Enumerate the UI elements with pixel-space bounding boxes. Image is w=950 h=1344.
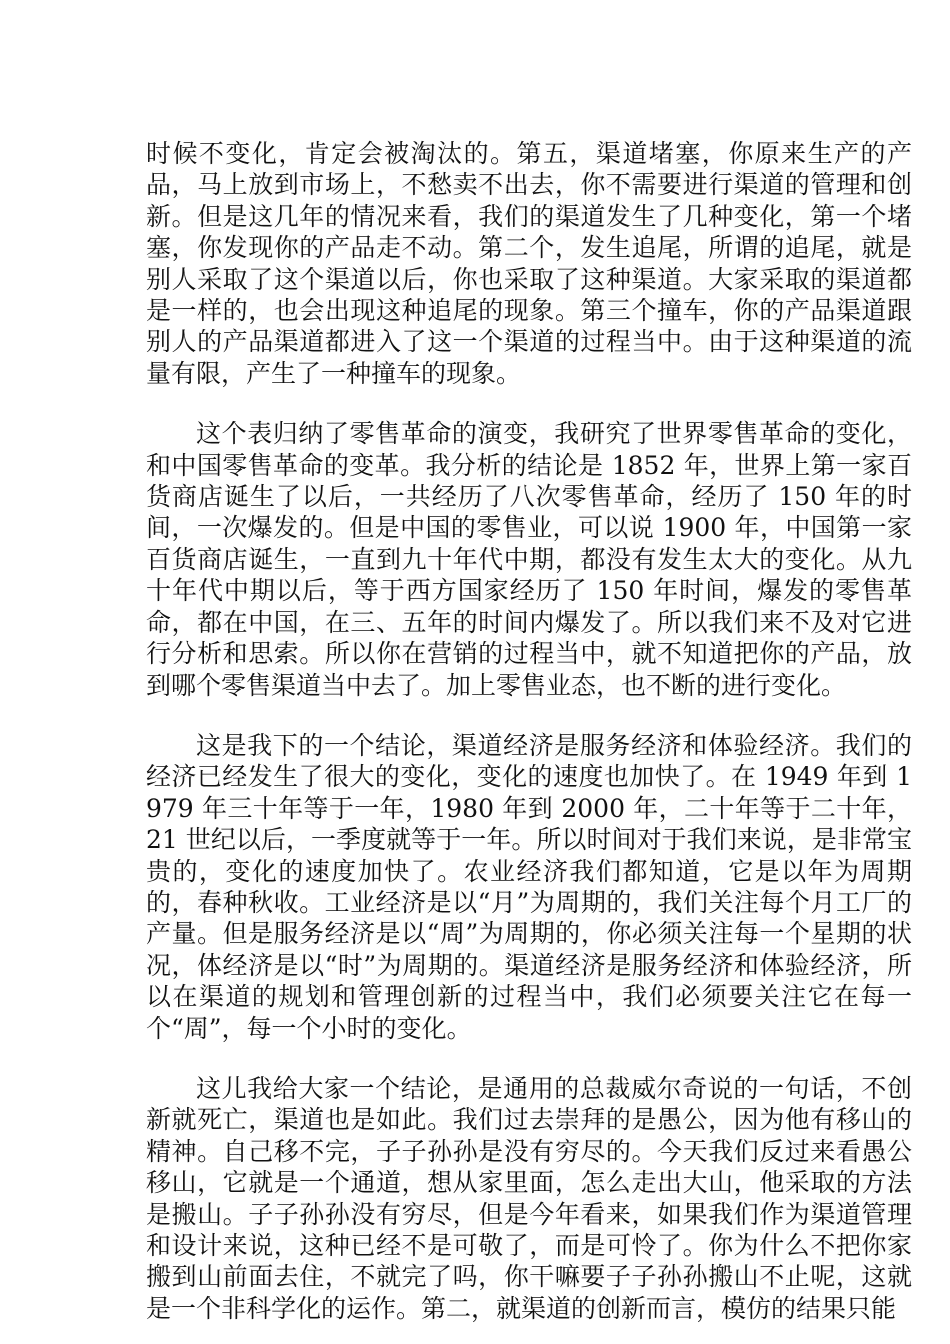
paragraph-3: 这是我下的一个结论，渠道经济是服务经济和体验经济。我们的经济已经发生了很大的变化，变化的速度也加快了。在 1949 年到 1979 年三十年等于一年，1980 年到 2000 年，二十年等于二十年，21 世纪以后，一季度就等于一年。所以时间对于我们来说，是非常宝贵的，变化的速度加快了。农业经济我们都知道，它是以年为周期的，春种秋收。工业经济是以“月”为周期的，我们关注每个月工厂的产量。但是服务经济是以“周”为周期的，你必须关注每一个星期的状况，体经济是以“时”为周期的。渠道经济是服务经济和体验经济，所以在渠道的规划和管理创新的过程当中，我们必须要关注它在每一个“周”，每一个小时的变化。 bbox=[146, 730, 912, 1043]
document-body bbox=[146, 138, 912, 1324]
paragraph-1: 时候不变化，肯定会被淘汰的。第五，渠道堵塞，你原来生产的产品，马上放到市场上，不愁卖不出去，你不需要进行渠道的管理和创新。但是这几年的情况来看，我们的渠道发生了几种变化，第一个堵塞，你发现你的产品走不动。第二个，发生追尾，所谓的追尾，就是别人采取了这个渠道以后，你也采取了这种渠道。大家采取的渠道都是一样的，也会出现这种追尾的现象。第三个撞车，你的产品渠道跟别人的产品渠道都进入了这一个渠道的过程当中。由于这种渠道的流量有限，产生了一种撞车的现象。 bbox=[146, 139, 912, 388]
paragraph-4: 这儿我给大家一个结论，是通用的总裁威尔奇说的一句话，不创新就死亡，渠道也是如此。我们过去崇拜的是愚公，因为他有移山的精神。自己移不完，子子孙孙是没有穷尽的。今天我们反过来看愚公移山，它就是一个通道，想从家里面，怎么走出大山，他采取的方法是搬山。子子孙孙没有穷尽，但是今年看来，如果我们作为渠道管理和设计来说，这种已经不是可敬了，而是可怜了。你为什么不把你家搬到山前面去住，不就完了吗，你干嘛要子子孙孙搬山不止呢，这就是一个非科学化的运作。第二，就渠道的创新而言，模仿的结果只能 bbox=[146, 1073, 912, 1323]
paragraph-2: 这个表归纳了零售革命的演变，我研究了世界零售革命的变化，和中国零售革命的变革。我分析的结论是 1852 年，世界上第一家百货商店诞生了以后，一共经历了八次零售革命，经历了 150 年的时间，一次爆发的。但是中国的零售业，可以说 1900 年，中国第一家百货商店诞生，一直到九十年代中期，都没有发生太大的变化。从九十年代中期以后，等于西方国家经历了 150 年时间，爆发的零售革命，都在中国，在三、五年的时间内爆发了。所以我们来不及对它进行分析和思索。所以你在营销的过程当中，就不知道把你的产品，放到哪个零售渠道当中去了。加上零售业态，也不断的进行变化。 bbox=[146, 419, 912, 700]
